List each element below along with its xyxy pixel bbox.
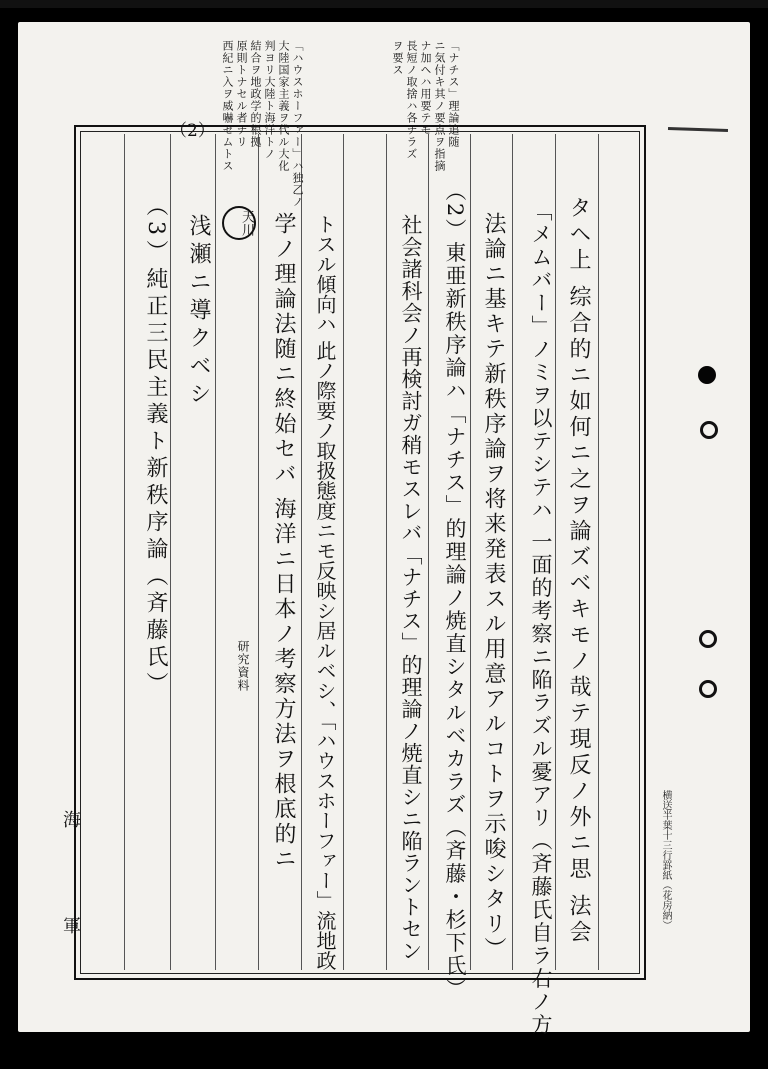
column-rule <box>215 134 216 970</box>
binder-hole-3 <box>699 630 717 648</box>
text-column-9: （3）純正三民主義ト新秩序論（斉藤氏） <box>143 194 168 699</box>
text-column-3: 法論ニ基キテ新秩序論ヲ将来発表スル用意アルコトヲ示唆シタリ） <box>481 212 506 962</box>
text-column-4: （2）東亜新秩序論ハ「ナチス」的理論ノ焼直シタルベカラズ（斉藤・杉下氏） <box>443 180 467 1001</box>
side-annotation: 研究資料 <box>236 640 250 692</box>
column-rule <box>124 134 125 970</box>
margin-note: 「ナチス」理論追随 <box>447 40 460 148</box>
margin-note: 原則トナセル者ナリ <box>235 40 248 148</box>
kaigun-char-2: 軍 <box>63 916 81 937</box>
paper-type-label: 横送半葉十三行罫紙（花房納） <box>660 790 671 930</box>
text-column-2: 「メムバー」ノミヲ以テシテハ 一面的考察ニ陥ラズル憂アリ（斉藤氏自ラ右ノ方 <box>529 200 553 1037</box>
text-column-8: 浅瀬ニ導クベシ <box>186 214 211 410</box>
margin-note: ナ加ヘハ用要テモ <box>419 40 432 136</box>
binder-hole-1 <box>698 366 716 384</box>
binder-hole-4 <box>699 680 717 698</box>
text-column-6: トスル傾向ハ 此ノ際要ノ取扱態度ニモ反映シ居ルベシ、「ハウスホーファー」流地政 <box>313 214 337 971</box>
margin-note: 「ハウスホーファー」ハ独乙ノ <box>291 40 304 208</box>
column-rule <box>258 134 259 970</box>
margin-note: ヲ要ス <box>391 40 404 76</box>
text-column-7: 学ノ理論法随ニ終始セバ 海洋ニ日本ノ考察方法ヲ根底的ニ <box>271 212 296 872</box>
column-rule <box>470 134 471 970</box>
column-rule <box>343 134 344 970</box>
margin-note: 長短ノ取捨ハ各ナラズ <box>405 40 418 160</box>
margin-note: 結合ヲ地政学的根拠 <box>249 40 262 148</box>
kaigun-char-1: 海 <box>63 810 81 831</box>
column-rule <box>512 134 513 970</box>
text-column-5: 社会諸科会ノ再検討ガ稍モスレバ「ナチス」的理論ノ焼直シニ陥ラントセン <box>399 214 423 962</box>
margin-note: 大陸国家主義ヲ代ル大化 <box>277 40 290 172</box>
column-rule <box>301 134 302 970</box>
column-rule <box>598 134 599 970</box>
margin-note: 判ヨリ大陸ト海洋トノ <box>263 40 276 160</box>
top-edge <box>0 0 768 8</box>
section-marker: （2） <box>170 121 215 141</box>
text-column-1: タヘ上 综合的ニ如何ニ之ヲ論ズベキモノ哉テ現反ノ外ニ思 法会 <box>566 196 591 946</box>
binder-hole-2 <box>700 421 718 439</box>
approval-stamp <box>222 206 256 240</box>
stamp-text: 天川 <box>239 210 254 236</box>
margin-note: ニ気付キ其ノ要点ヲ指摘 <box>433 40 446 172</box>
column-rule <box>428 134 429 970</box>
margin-note: 西紀ニ入ヲ威嚇セムトス <box>221 40 234 172</box>
column-rule <box>386 134 387 970</box>
